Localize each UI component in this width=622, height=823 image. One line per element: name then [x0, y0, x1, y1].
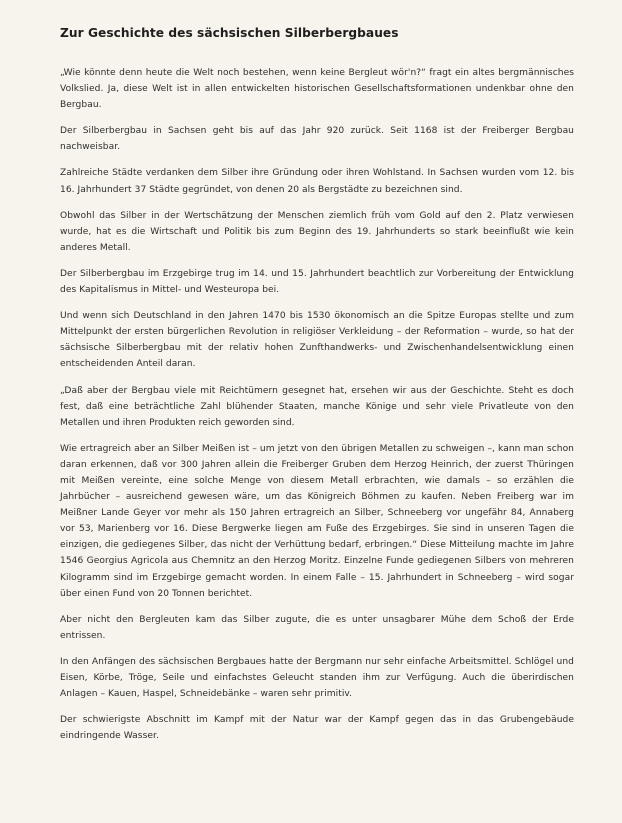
paragraph: „Wie könnte denn heute die Welt noch bestehen, wenn keine Bergleut wör'n?“ fragt ein altes bergmännisches Volkslied. Ja, diese Welt ist in allen entwickelten historischen Gesellschaftsformationen undenkbar ohne den Bergbau. [60, 68, 574, 111]
paragraph: Zahlreiche Städte verdanken dem Silber ihre Gründung oder ihren Wohlstand. In Sachsen wurden vom 12. bis 16. Jahrhundert 37 Städte gegründet, von denen 20 als Bergstädte zu bezeichnen sind. [60, 168, 574, 195]
paragraph: Der schwierigste Abschnitt im Kampf mit der Natur war der Kampf gegen das in das Grubengebäude eindringende Wasser. [60, 715, 574, 742]
paragraph: In den Anfängen des sächsischen Bergbaues hatte der Bergmann nur sehr einfache Arbeitsmittel. Schlögel und Eisen, Körbe, Tröge, Seile und einfachstes Geleucht standen ihm zur Verfügung. Auch die überirdischen Anlagen – Kauen, Haspel, Schneidebänke – waren sehr primitiv. [60, 656, 574, 700]
paragraph: Wie ertragreich aber an Silber Meißen ist – um jetzt von den übrigen Metallen zu schweigen –, kann man schon daran erkennen, daß vor 300 Jahren allein die Freiberger Gruben dem Herzog Heinrich, der zuerst Thüringen mit Meißen vereinte, eine solche Menge von diesem Metall erbrachten, wie damals – so erzählen die Jahrbücher – ausreichend gewesen wäre, um das Königreich Böhmen zu kaufen. Neben Freiberg war im Meißner Lande Geyer vor mehr als 150 Jahren ertragreich an Silber, Schneeberg vor ungefähr 84, Annaberg vor 53, Marienberg vor 16. Diese Bergwerke liegen am Fuße des Erzgebirges. Sie sind in unseren Tagen die einzigen, die gediegenes Silber, das nicht der Verhüttung bedarf, erbringen.“ Diese Mitteilung machte im Jahre 1546 Georgius Agricola aus Chemnitz an den Herzog Moritz. Einzelne Funde gediegenen Silbers von mehreren Kilogramm sind im Erzgebirge gemacht worden. In einem Falle – 15. Jahrhundert in Schneeberg – wird sogar über einen Fund von 20 Tonnen berichtet. [60, 443, 574, 599]
paragraph: Der Silberbergbau im Erzgebirge trug im 14. und 15. Jahrhundert beachtlich zur Vorbereitung der Entwicklung des Kapitalismus in Mittel- und Westeuropa bei. [60, 268, 574, 296]
paragraph: Und wenn sich Deutschland in den Jahren 1470 bis 1530 ökonomisch an die Spitze Europas stellte und zum Mittelpunkt der ersten bürgerlichen Revolution in religiöser Verkleidung – der Reformation – wurde, so hat der sächsische Silberbergbau mit der relativ hohen Zunfthandwerks- und Zwischenhandelsentwicklung einen entscheidenden Anteil daran. [60, 311, 574, 370]
paragraph: Obwohl das Silber in der Wertschätzung der Menschen ziemlich früh vom Gold auf den 2. Platz verwiesen wurde, hat es die Wirtschaft und Politik bis zum Beginn des 19. Jahrhunderts so stark beeinflußt wie kein anderes Metall. [60, 210, 574, 253]
document-title: Zur Geschichte des sächsischen Silberbergbaues [60, 26, 399, 40]
paragraph: Aber nicht den Bergleuten kam das Silber zugute, die es unter unsagbarer Mühe dem Schoß der Erde entrissen. [60, 614, 574, 641]
paragraph: Der Silberbergbau in Sachsen geht bis auf das Jahr 920 zurück. Seit 1168 ist der Freiberger Bergbau nachweisbar. [60, 126, 574, 153]
paragraph: „Daß aber der Bergbau viele mit Reichtümern gesegnet hat, ersehen wir aus der Geschichte. Steht es doch fest, daß eine beträchtliche Zahl blühender Staaten, manche Könige und sehr viele Privatleute von den Metallen und ihren Produkten reich geworden sind. [60, 385, 574, 428]
